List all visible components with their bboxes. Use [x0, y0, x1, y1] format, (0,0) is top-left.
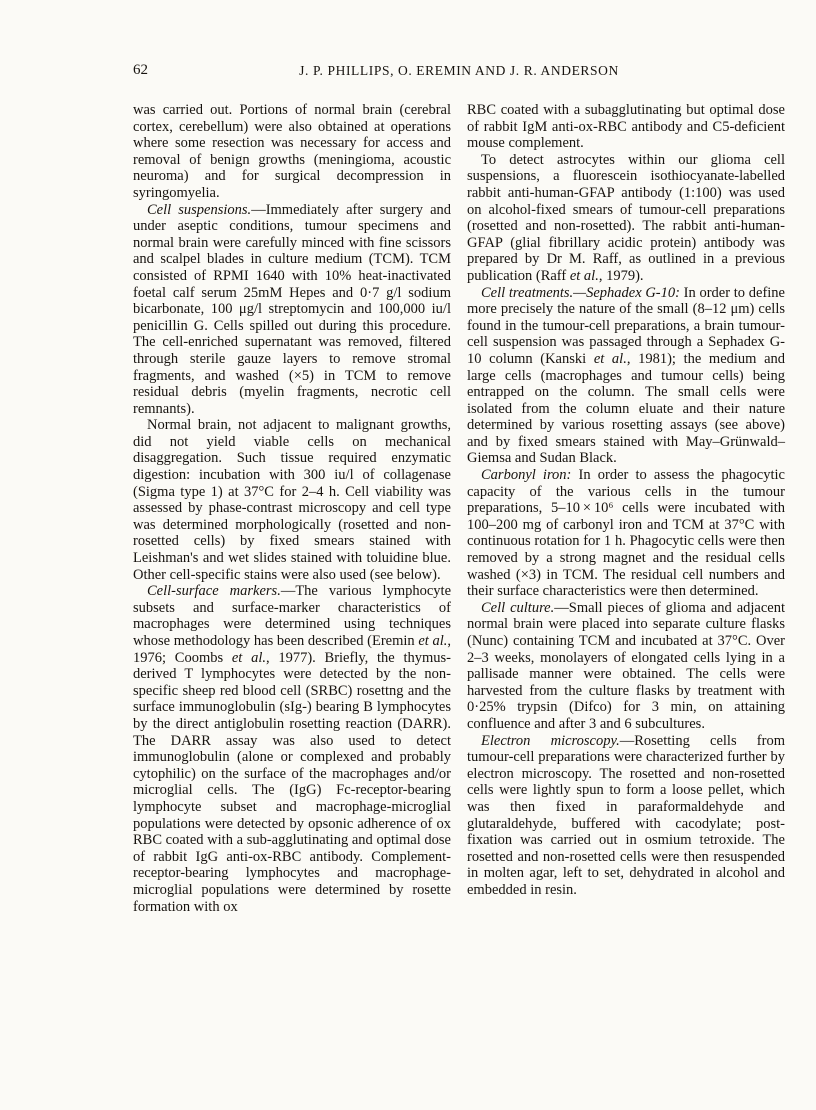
left-column-paragraph-4: Cell-surface markers.—The various lymphocyte subsets and surface-marker characteristics of macrophages were determined using techniques whose methodology has been described (Eremin et al., 1976; Coombs et al., 1977). Briefly, the thymus-derived T lymphocytes were detected by the non-specific sheep red blood cell (SRBC) rosettng and the surface immunoglobulin (sIg-) bearing B lymphocytes by the direct antiglobulin rosetting reaction (DARR). The DARR assay was also used to detect immunoglobulin (alone or complexed and probably cytophilic) on the surface of the macrophages and/or microglial cells. The (IgG) Fc-receptor-bearing lymphocyte subset and macrophage-microglial populations were detected by opsonic adherence of ox RBC coated with a sub-agglutinating and optimal dose of rabbit IgG anti-ox-RBC antibody. Complement-receptor-bearing lymphocytes and macrophage-microglial populations were determined by rosette formation with ox [133, 583, 452, 915]
two-column-body [133, 102, 785, 915]
page-header [133, 62, 785, 82]
left-column-paragraph-2: Cell suspensions.—Immediately after surgery and under aseptic conditions, tumour specimens and normal brain were carefully minced with fine scissors and scalpel blades in culture medium (TCM). TCM consisted of RPMI 1640 with 10% heat-inactivated foetal calf serum 25mM Hepes and 0·7 g/l sodium bicarbonate, 100 μg/l streptomycin and 100,000 iu/l penicillin G. Cells spilled out during this procedure. The cell-enriched supernatant was removed, filtered through sterile gauze layers to remove stromal fragments, and washed (×5) in TCM to remove residual debris (myelin fragments, necrotic cell remnants). [133, 201, 451, 417]
left-column [133, 102, 451, 915]
page-number: 62 [133, 62, 148, 78]
right-column [467, 102, 785, 915]
left-column-paragraph-3: Normal brain, not adjacent to malignant growths, did not yield viable cells on mechanical disaggregation. Such tissue required enzymatic digestion: incubation with 300 iu/l of collagenase (Sigma type 1) at 37°C for 2–4 h. Cell viability was assessed by phase-contrast microscopy and cell type was determined morphologically (rosetted and non-rosetted cells) by fixed smears stained with Leishman's and wet slides stained with toluidine blue. Other cell-specific stains were also used (see below). [133, 417, 451, 583]
right-column-paragraph-1: RBC coated with a subagglutinating but optimal dose of rabbit IgM anti-ox-RBC antibody and C5-deficient mouse complement. [467, 102, 785, 152]
right-column-paragraph-6: Electron microscopy.—Rosetting cells from tumour-cell preparations were characterized further by electron microscopy. The rosetted and non-rosetted cells were lightly spun to form a loose pellet, which was then fixed in paraformaldehyde and glutaraldehyde, buffered with cacodylate; post-fixation was carried out in osmium tetroxide. The rosetted and non-rosetted cells were then resuspended in molten agar, left to set, dehydrated in alcohol and embedded in resin. [467, 732, 785, 898]
running-title: J. P. PHILLIPS, O. EREMIN AND J. R. ANDERSON [299, 63, 619, 78]
right-column-paragraph-5: Cell culture.—Small pieces of glioma and adjacent normal brain were placed into separate culture flasks (Nunc) containing TCM and incubated at 37°C. Over 2–3 weeks, monolayers of elongated cells lying in a pallisade manner were obtained. The cells were harvested from the culture flasks by treatment with 0·25% trypsin (Difco) for 3 min, on attaining confluence and after 3 and 6 subcultures. [467, 599, 785, 732]
left-column-paragraph-1: was carried out. Portions of normal brain (cerebral cortex, cerebellum) were also obtained at operations where some resection was necessary for access and removal of benign growths (meningioma, acoustic neuroma) and for surgical decompression in syringomyelia. [133, 102, 451, 201]
right-column-paragraph-4: Carbonyl iron: In order to assess the phagocytic capacity of the various cells in the tumour preparations, 5–10 × 10⁶ cells were incubated with 100–200 mg of carbonyl iron and TCM at 37°C with continuous rotation for 1 h. Phagocytic cells were then removed by a strong magnet and the residual cells washed (×3) in TCM. The residual cell numbers and their surface characteristics were then determined. [467, 467, 785, 600]
right-column-paragraph-3: Cell treatments.—Sephadex G-10: In order to define more precisely the nature of the small (8–12 μm) cells found in the tumour-cell preparations, a brain tumour-cell suspension was passaged through a Sephadex G-10 column (Kanski et al., 1981); the medium and large cells (macrophages and tumour cells) being entrapped on the column. The small cells were isolated from the column eluate and their nature determined by various rosetting assays (see above) and by fixed smears stained with May–Grünwald–Giemsa and Sudan Black. [467, 284, 786, 467]
right-column-paragraph-2: To detect astrocytes within our glioma cell suspensions, a fluorescein isothiocyanate-labelled rabbit anti-human-GFAP antibody (1:100) was used on alcohol-fixed smears of tumour-cell preparations (rosetted and non-rosetted). The rabbit anti-human-GFAP (glial fibrillary acidic protein) antibody was prepared by Dr M. Raff, as outlined in a previous publication (Raff et al., 1979). [467, 151, 785, 284]
